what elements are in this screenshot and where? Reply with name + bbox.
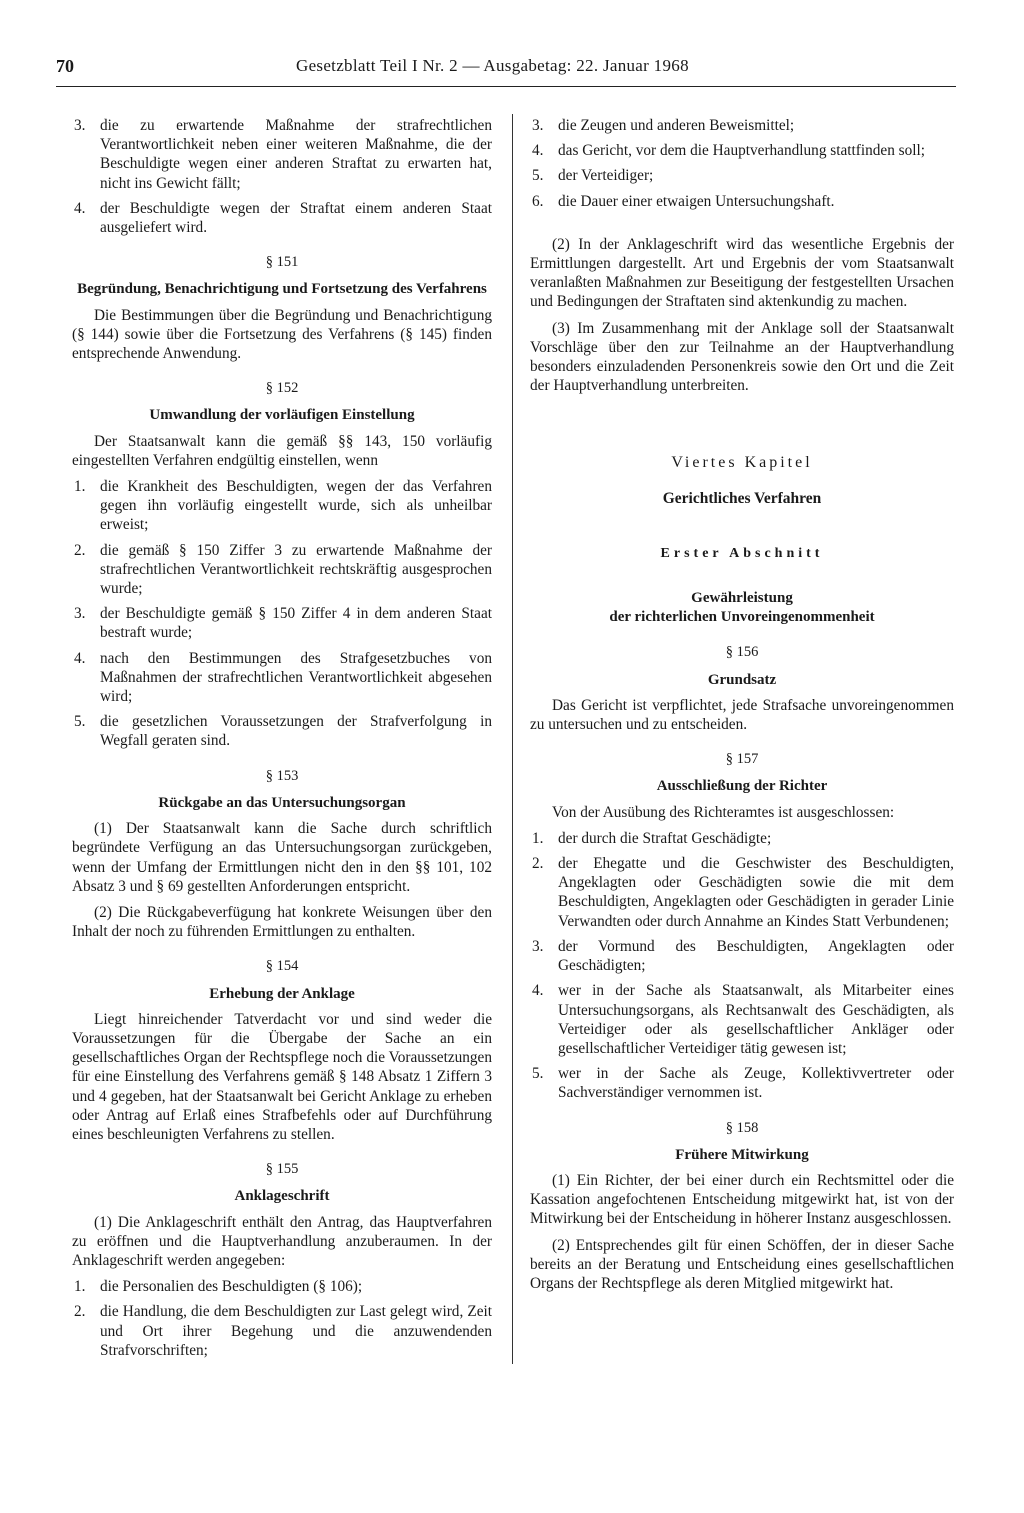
section-number: § 151 (265, 254, 299, 271)
section-title: Erhebung der Anklage (209, 985, 355, 1002)
section-number: § 158 (725, 1119, 759, 1136)
paragraph: (2) In der Anklageschrift wird das wesentliche Ergebnis der Ermittlungen dargestellt. Art und Ergebnis der vom Staatsanwalt veranlaßten Maßnahmen zur Beseitigung der festgestellten Ursachen und Bedingungen der Straftaten sind aktenkundig zu machen. (530, 235, 954, 311)
chapter-title: Gerichtliches Verfahren (662, 489, 822, 507)
list-item: 6. die Dauer einer etwaigen Untersuchungshaft. (532, 192, 835, 210)
column-divider (512, 114, 513, 1364)
list-item: 3. der Beschuldigte gemäß § 150 Ziffer 4 in dem anderen Staat bestraft wurde; (74, 605, 492, 642)
list-item: 2. der Ehegatte und die Geschwister des Beschuldigten, Angeklagten oder Geschädigten sowie die mit dem Beschuldigten, Angeklagten oder Geschädigten in gerader Linie Verwandten oder durch Annahme an Kindes Statt Verbundenen; (532, 855, 954, 930)
list-item: 4. wer in der Sache als Staatsanwalt, als Mitarbeiter eines Untersuchungsorgans, als Rechtsanwalt des Geschädigten, als Verteidiger oder als gesellschaftlicher Ankläger oder gesellschaftlicher Verteidiger tätig gewesen ist; (532, 982, 954, 1057)
list-item: 2. die Handlung, die dem Beschuldigten zur Last gelegt wird, Zeit und Ort ihrer Begehung und die anzuwendenden Strafvorschriften; (74, 1303, 492, 1359)
section-number: § 157 (725, 751, 759, 768)
list-item: 3. der Vormund des Beschuldigten, Angeklagten oder Geschädigten; (532, 937, 954, 975)
list-item: 1. der durch die Straftat Geschädigte; (532, 829, 772, 847)
section-number: § 153 (265, 767, 299, 784)
paragraph: (2) Die Rückgabeverfügung hat konkrete Weisungen über den Inhalt der noch zu führenden Ermittlungen zu enthalten. (72, 903, 492, 941)
page-header (56, 56, 956, 87)
list-item: 3. die zu erwartende Maßnahme der strafrechtlichen Verantwortlichkeit neben einer weiteren Maßnahme, die der Beschuldigte wegen einer anderen Straftat zu erwarten hat, nicht ins Gewicht fällt; (74, 117, 492, 192)
subsection-heading: Erster Abschnitt (660, 545, 824, 561)
section-title: Begründung, Benachrichtigung und Fortsetzung des Verfahrens (77, 281, 487, 298)
section-number: § 155 (265, 1161, 299, 1178)
list-item: 5. die gesetzlichen Voraussetzungen der Strafverfolgung in Wegfall geraten sind. (74, 713, 492, 750)
paragraph: Die Bestimmungen über die Begründung und Benachrichtigung (§ 144) sowie über die Fortsetzung des Verfahrens (§ 145) finden entsprechende Anwendung. (72, 306, 492, 363)
page-number: 70 (56, 56, 74, 76)
section-number: § 156 (725, 644, 759, 661)
section-title: Anklageschrift (234, 1188, 330, 1205)
paragraph: Das Gericht ist verpflichtet, jede Strafsache unvoreingenommen zu untersuchen und zu entscheiden. (530, 696, 954, 734)
paragraph: (2) Entsprechendes gilt für einen Schöffen, der in dieser Sache bereits an der Beratung und Entscheidung eines gesellschaftlichen Organs der Rechtspflege als deren Mitglied mitgewirkt hat. (530, 1236, 954, 1292)
paragraph: Liegt hinreichender Tatverdacht vor und sind weder die Voraussetzungen für die Übergabe der Sache an ein gesellschaftliches Organ der Rechtspflege noch die Voraussetzungen für eine Einstellung des Verfahrens gemäß § 148 Absatz 1 Ziffern 3 und 4 gegeben, hat der Staatsanwalt bei Gericht Anklage zu erheben oder Antrag auf Erlaß eines Strafbefehls oder auf Durchführung eines beschleunigten Verfahrens zu stellen. (72, 1010, 492, 1143)
subsection-title: Gewährleistung (691, 590, 793, 607)
list-item: 2. die gemäß § 150 Ziffer 3 zu erwartende Maßnahme der strafrechtlichen Verantwortlichkeit rechtskräftig ausgesprochen wurde; (74, 541, 492, 598)
paragraph: (1) Die Anklageschrift enthält den Antrag, das Hauptverfahren zu eröffnen und die Hauptverhandlung anzuberaumen. In der Anklageschrift werden angegeben: (72, 1213, 492, 1269)
left-column (72, 116, 492, 1366)
section-title: Grundsatz (707, 671, 777, 688)
list-item: 4. das Gericht, vor dem die Hauptverhandlung stattfinden soll; (532, 142, 926, 160)
list-item: 5. der Verteidiger; (532, 167, 654, 185)
list-item: 1. die Krankheit des Beschuldigten, wegen der das Verfahren gegen ihn vorläufig eingestellt wurde, sich als unheilbar erweist; (74, 478, 492, 534)
paragraph: Von der Ausübung des Richteramtes ist ausgeschlossen: (552, 803, 895, 821)
section-title: Umwandlung der vorläufigen Einstellung (149, 407, 415, 424)
list-item: 4. nach den Bestimmungen des Strafgesetzbuches von Maßnahmen der strafrechtlichen Verantwortlichkeit abgesehen wird; (74, 649, 492, 706)
list-item: 1. die Personalien des Beschuldigten (§ 106); (74, 1278, 363, 1296)
paragraph: (1) Ein Richter, der bei einer durch ein Rechtsmittel oder die Kassation angefochtenen Entscheidung mitgewirkt hat, ist von der Mitwirkung bei der Entscheidung in höherer Instanz ausgeschlossen. (530, 1171, 954, 1228)
list-item: 4. der Beschuldigte wegen der Straftat einem anderen Staat ausgeliefert wird. (74, 199, 492, 237)
section-number: § 152 (265, 380, 299, 397)
list-item: 3. die Zeugen und anderen Beweismittel; (532, 117, 795, 134)
paragraph: (1) Der Staatsanwalt kann die Sache durch schriftlich begründete Verfügung an das Untersuchungsorgan zurückgeben, wenn der Umfang der Ermittlungen nicht den in den §§ 101, 102 Absatz 3 und § 69 gestellten Anforderungen entspricht. (72, 820, 492, 895)
right-column (530, 116, 954, 1300)
section-number: § 154 (265, 958, 299, 975)
paragraph: Der Staatsanwalt kann die gemäß §§ 143, 150 vorläufig eingestellten Verfahren endgültig einstellen, wenn (72, 432, 492, 469)
subsection-title: der richterlichen Unvoreingenommenheit (609, 609, 875, 626)
gazette-title: Gesetzblatt Teil I Nr. 2 — Ausgabetag: 22. Januar 1968 (296, 56, 689, 75)
chapter-heading: Viertes Kapitel (671, 454, 813, 472)
section-title: Rückgabe an das Untersuchungsorgan (158, 794, 406, 811)
list-item: 5. wer in der Sache als Zeuge, Kollektivvertreter oder Sachverständiger vernommen ist. (532, 1065, 954, 1102)
paragraph: (3) Im Zusammenhang mit der Anklage soll der Staatsanwalt Vorschläge über den zur Teilnahme an der Hauptverhandlung besonders einzuladenden Personenkreis sowie den Ort und die Zeit der Hauptverhandlung unterbreiten. (530, 319, 954, 395)
section-title: Frühere Mitwirkung (675, 1146, 809, 1163)
section-title: Ausschließung der Richter (656, 778, 828, 795)
